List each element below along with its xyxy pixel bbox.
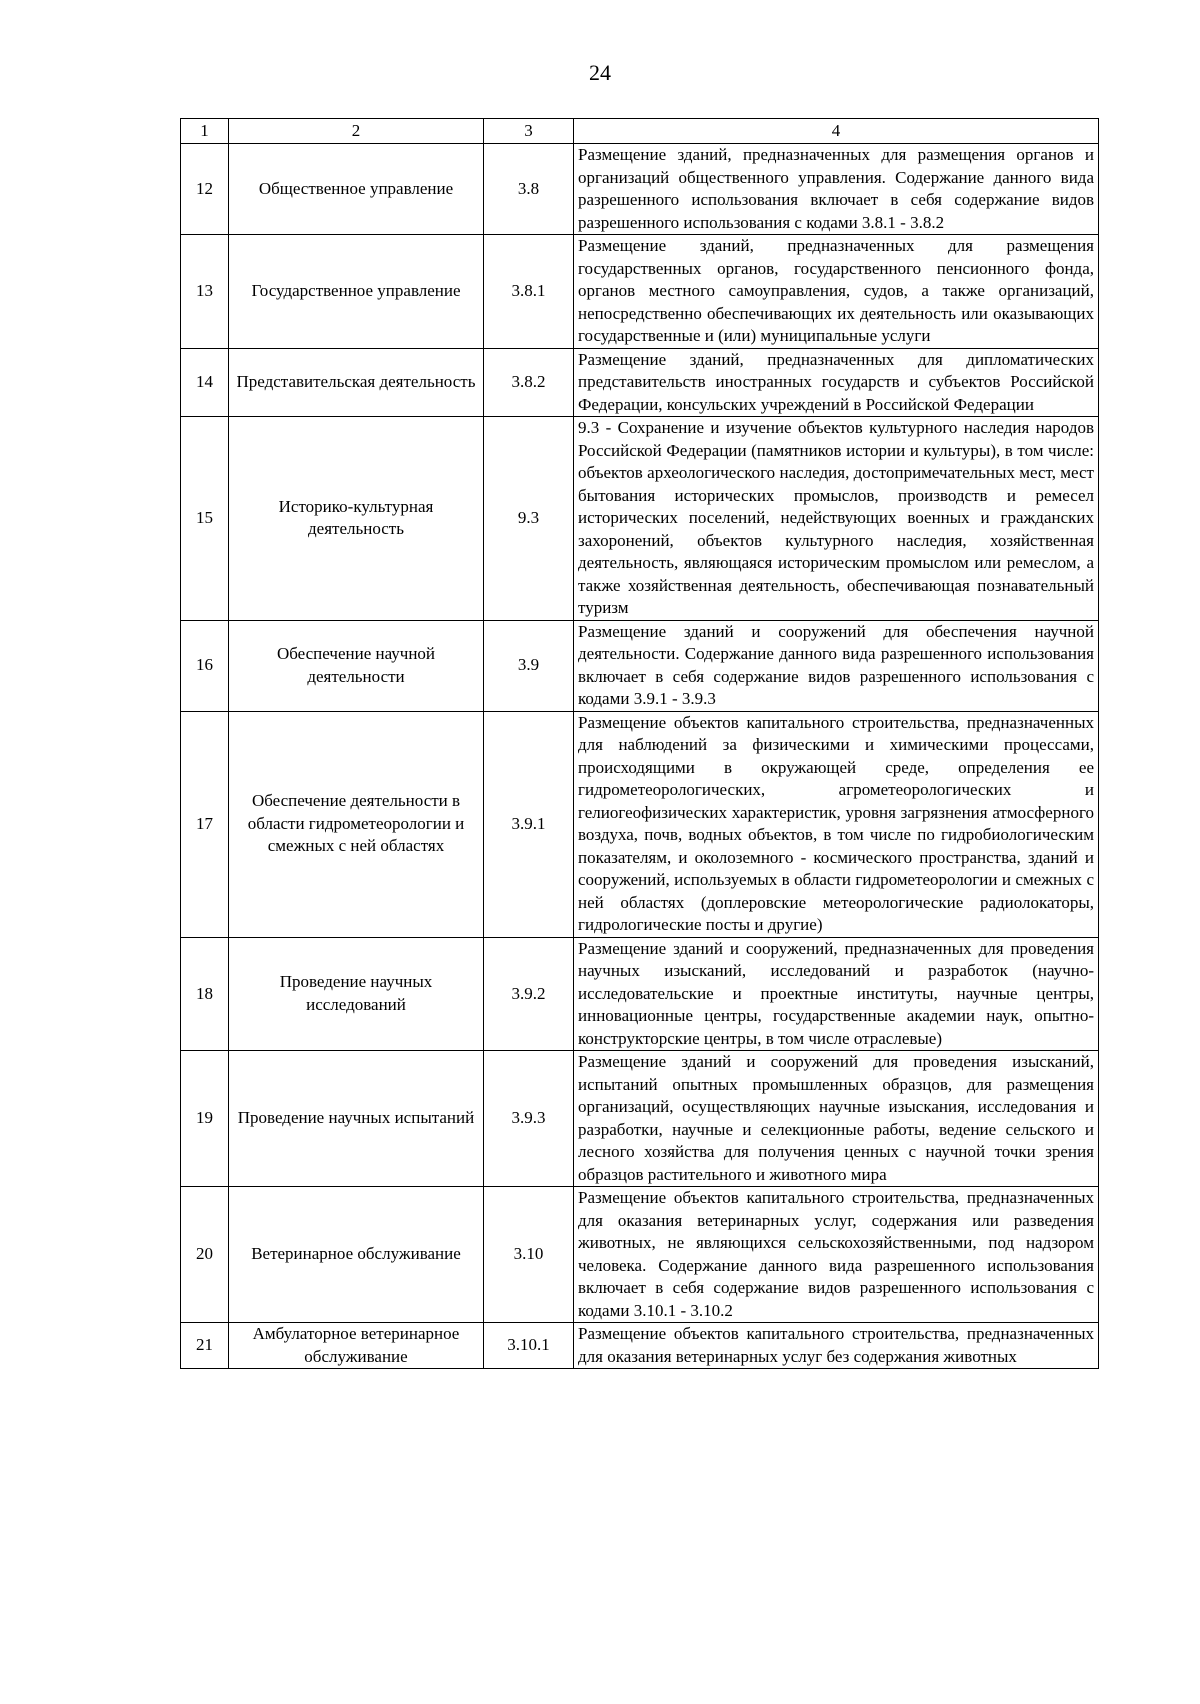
use-type-code: 3.8 xyxy=(484,144,574,235)
row-number: 18 xyxy=(181,937,229,1051)
use-type-code: 9.3 xyxy=(484,417,574,621)
use-type-name: Представительская деятельность xyxy=(229,348,484,417)
use-type-name: Обеспечение деятельности в области гидрометеорологии и смежных с ней областях xyxy=(229,711,484,937)
use-type-description: Размещение зданий и сооружений, предназначенных для проведения научных изысканий, исследований и разработок (научно-исследовательские и проектные институты, научные центры, инновационные центры, государственные академии наук, опытно-конструкторские центры, в том числе отраслевые) xyxy=(574,937,1099,1051)
table-row xyxy=(181,937,1099,1051)
row-number: 21 xyxy=(181,1323,229,1369)
use-type-name: Обеспечение научной деятельности xyxy=(229,620,484,711)
row-number: 19 xyxy=(181,1051,229,1187)
header-cell-3: 3 xyxy=(484,119,574,144)
use-type-code: 3.10 xyxy=(484,1187,574,1323)
land-use-table xyxy=(180,118,1099,1369)
use-type-description: Размещение зданий и сооружений для обеспечения научной деятельности. Содержание данного вида разрешенного использования включает в себя содержание видов разрешенного использования с кодами 3.9.1 - 3.9.3 xyxy=(574,620,1099,711)
use-type-description: Размещение объектов капитального строительства, предназначенных для оказания ветеринарных услуг, содержания или разведения животных, не являющихся сельскохозяйственными, под надзором человека. Содержание данного вида разрешенного использования включает в себя содержание видов разрешенного использования с кодами 3.10.1 - 3.10.2 xyxy=(574,1187,1099,1323)
row-number: 12 xyxy=(181,144,229,235)
use-type-description: 9.3 - Сохранение и изучение объектов культурного наследия народов Российской Федерации (памятников истории и культуры), в том числе: объектов археологического наследия, достопримечательных мест, мест бытования исторических промыслов, производств и ремесел исторических поселений, недействующих военных и гражданских захоронений, объектов культурного наследия, хозяйственная деятельность, являющаяся историческим промыслом или ремеслом, а также хозяйственная деятельность, обеспечивающая познавательный туризм xyxy=(574,417,1099,621)
use-type-description: Размещение объектов капитального строительства, предназначенных для наблюдений за физическими и химическими процессами, происходящими в окружающей среде, определения ее гидрометеорологических, агрометеорологических и гелиогеофизических характеристик, уровня загрязнения атмосферного воздуха, почв, водных объектов, в том числе по гидробиологическим показателям, и околоземного - космического пространства, зданий и сооружений, используемых в области гидрометеорологии и смежных с ней областях (доплеровские метеорологические радиолокаторы, гидрологические посты и другие) xyxy=(574,711,1099,937)
use-type-code: 3.8.1 xyxy=(484,235,574,349)
use-type-name: Проведение научных исследований xyxy=(229,937,484,1051)
row-number: 13 xyxy=(181,235,229,349)
use-type-name: Общественное управление xyxy=(229,144,484,235)
use-type-name: Государственное управление xyxy=(229,235,484,349)
table-row xyxy=(181,417,1099,621)
use-type-description: Размещение зданий, предназначенных для дипломатических представительств иностранных государств и субъектов Российской Федерации, консульских учреждений в Российской Федерации xyxy=(574,348,1099,417)
use-type-description: Размещение зданий, предназначенных для размещения государственных органов, государственного пенсионного фонда, органов местного самоуправления, судов, а также организаций, непосредственно обеспечивающих их деятельность или оказывающих государственные и (или) муниципальные услуги xyxy=(574,235,1099,349)
table-row xyxy=(181,711,1099,937)
use-type-name: Ветеринарное обслуживание xyxy=(229,1187,484,1323)
use-type-code: 3.9.3 xyxy=(484,1051,574,1187)
use-type-description: Размещение объектов капитального строительства, предназначенных для оказания ветеринарных услуг без содержания животных xyxy=(574,1323,1099,1369)
use-type-description: Размещение зданий, предназначенных для размещения органов и организаций общественного управления. Содержание данного вида разрешенного использования включает в себя содержание видов разрешенного использования с кодами 3.8.1 - 3.8.2 xyxy=(574,144,1099,235)
page-number: 24 xyxy=(589,60,611,85)
row-number: 20 xyxy=(181,1187,229,1323)
header-cell-2: 2 xyxy=(229,119,484,144)
table-header-row xyxy=(181,119,1099,144)
use-type-name: Проведение научных испытаний xyxy=(229,1051,484,1187)
use-type-description: Размещение зданий и сооружений для проведения изысканий, испытаний опытных промышленных образцов, для размещения организаций, осуществляющих научные изыскания, исследования и разработки, научные и селекционные работы, ведение сельского и лесного хозяйства для получения ценных с научной точки зрения образцов растительного и животного мира xyxy=(574,1051,1099,1187)
table-row xyxy=(181,1051,1099,1187)
row-number: 14 xyxy=(181,348,229,417)
use-type-code: 3.9 xyxy=(484,620,574,711)
use-type-name: Амбулаторное ветеринарное обслуживание xyxy=(229,1323,484,1369)
header-cell-4: 4 xyxy=(574,119,1099,144)
table-row xyxy=(181,1187,1099,1323)
table-row xyxy=(181,1323,1099,1369)
row-number: 17 xyxy=(181,711,229,937)
row-number: 15 xyxy=(181,417,229,621)
row-number: 16 xyxy=(181,620,229,711)
use-type-name: Историко-культурная деятельность xyxy=(229,417,484,621)
header-cell-1: 1 xyxy=(181,119,229,144)
use-type-code: 3.10.1 xyxy=(484,1323,574,1369)
use-type-code: 3.9.2 xyxy=(484,937,574,1051)
use-type-code: 3.9.1 xyxy=(484,711,574,937)
table-row xyxy=(181,144,1099,235)
use-type-code: 3.8.2 xyxy=(484,348,574,417)
table-row xyxy=(181,620,1099,711)
table-row xyxy=(181,235,1099,349)
table-row xyxy=(181,348,1099,417)
